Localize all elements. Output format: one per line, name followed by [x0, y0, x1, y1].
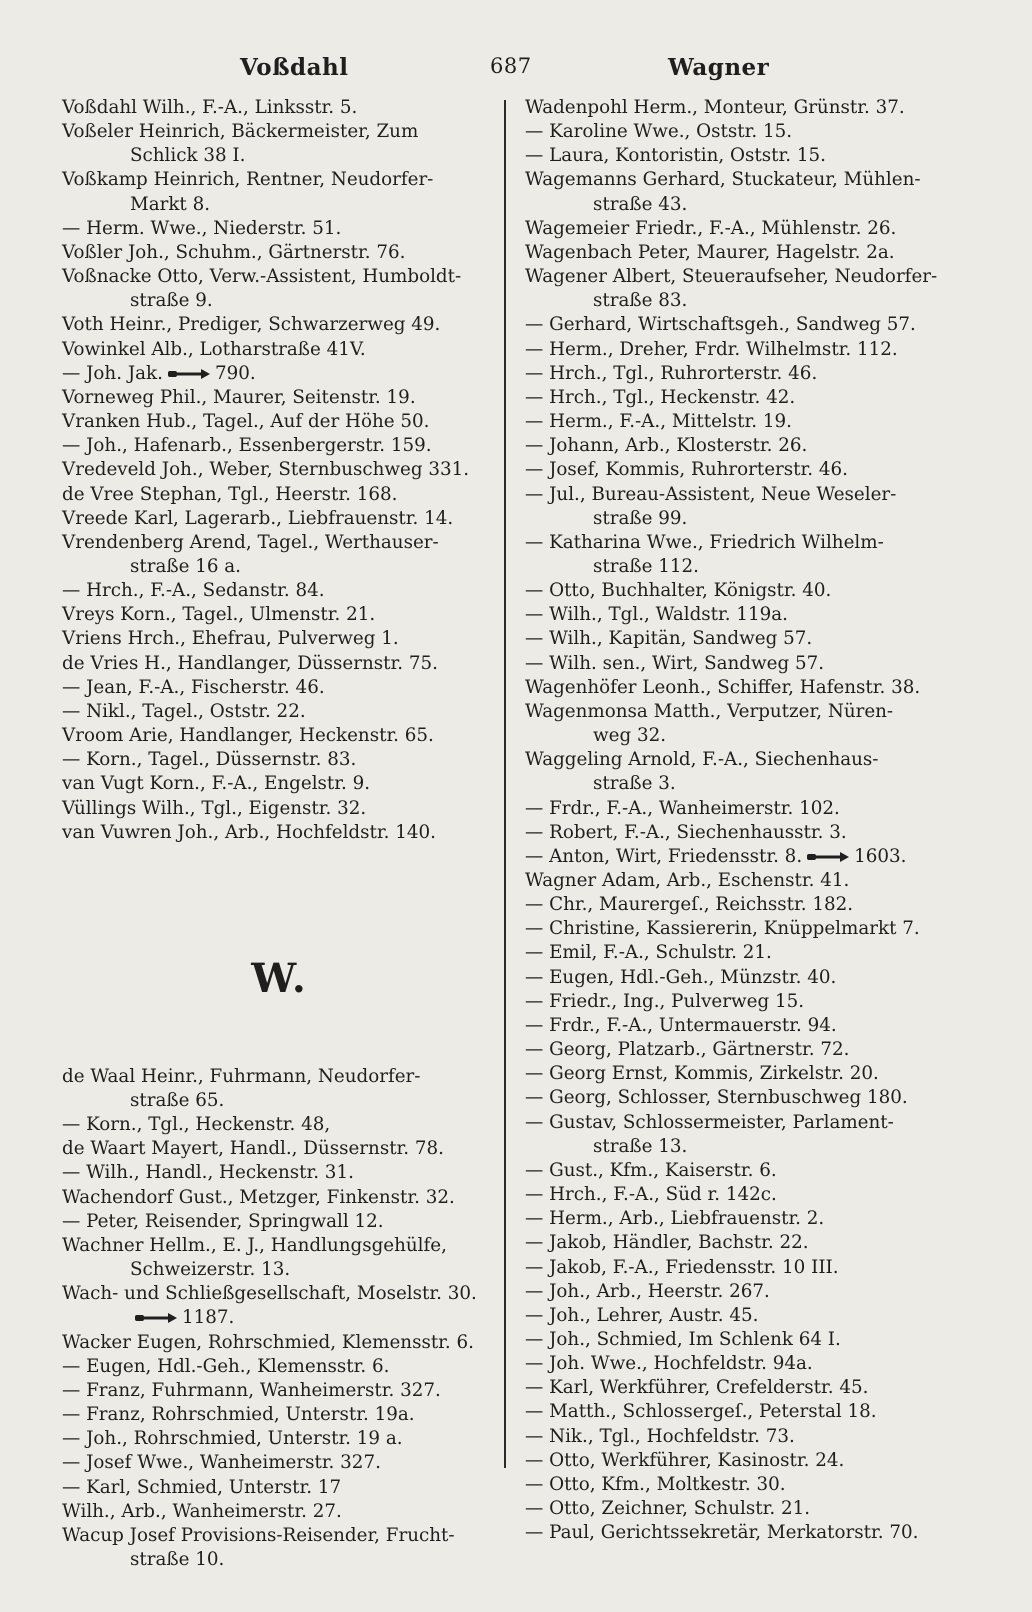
- entry-text: Wagenbach Peter, Maurer, Hagelstr. 2a.: [525, 241, 895, 263]
- entry-text: Voßeler Heinrich, Bäckermeister, Zum: [62, 121, 419, 143]
- directory-entry: [525, 1352, 960, 1376]
- entry-text: van Vuwren Joh., Arb., Hochfeldstr. 140.: [62, 821, 436, 843]
- entry-text: — Robert, F.-A., Siechenhausstr. 3.: [525, 821, 847, 843]
- entry-text: Wagner Adam, Arb., Eschenstr. 41.: [525, 870, 850, 891]
- directory-entry: [62, 1500, 497, 1524]
- entry-continuation: straße 3.: [593, 773, 676, 795]
- directory-entry: [525, 1159, 960, 1183]
- entry-text: — Laura, Kontoristin, Oststr. 15.: [525, 145, 826, 167]
- directory-entry: [62, 1355, 497, 1379]
- phone-number: 790.: [214, 362, 256, 384]
- directory-entry: [525, 893, 960, 917]
- entry-continuation: straße 16 a.: [130, 555, 241, 577]
- entry-phone-line: [62, 1306, 497, 1330]
- entry-continuation: weg 32.: [593, 725, 667, 747]
- entry-text: Vreys Korn., Tagel., Ulmenstr. 21.: [62, 604, 376, 626]
- directory-entry: [62, 241, 497, 265]
- directory-entry: [525, 1207, 960, 1231]
- entry-text: — Nikl., Tagel., Oststr. 22.: [62, 700, 306, 722]
- telephone-icon: [806, 851, 850, 863]
- entry-text: — Friedr., Ing., Pulverweg 15.: [525, 990, 805, 1012]
- directory-entry: [62, 362, 497, 386]
- entry-text: — Frdr., F.-A., Untermauerstr. 94.: [525, 1014, 837, 1036]
- directory-entry: [525, 241, 960, 265]
- directory-entry: [525, 627, 960, 651]
- directory-entry: [62, 1161, 497, 1185]
- directory-entry: [525, 1521, 960, 1545]
- entry-text: — Hrch., F.-A., Sedanstr. 84.: [62, 580, 325, 602]
- directory-entry: [525, 1425, 960, 1449]
- directory-entry: [62, 1137, 497, 1161]
- directory-entry: [62, 652, 497, 676]
- entry-text: — Christine, Kassiererin, Knüppelmarkt 7.: [525, 918, 920, 940]
- entry-text: — Karl, Werkführer, Crefelderstr. 45.: [525, 1377, 869, 1399]
- left-entry-list-w: [62, 1065, 497, 1572]
- entry-text: Voßler Joh., Schuhm., Gärtnerstr. 76.: [62, 241, 406, 263]
- entry-text: — Herm. Wwe., Niederstr. 51.: [62, 217, 342, 239]
- directory-entry: [525, 217, 960, 241]
- telephone-icon: [134, 1312, 178, 1324]
- entry-text: Vreede Karl, Lagerarb., Liebfrauenstr. 14.: [62, 507, 454, 529]
- directory-entry: [62, 603, 497, 627]
- directory-entry: [525, 1256, 960, 1280]
- entry-text: — Johann, Arb., Klosterstr. 26.: [525, 435, 808, 457]
- directory-entry: [62, 338, 497, 362]
- directory-entry: [62, 724, 497, 748]
- entry-text: — Eugen, Hdl.-Geh., Münzstr. 40.: [525, 966, 837, 988]
- entry-text: Vredeveld Joh., Weber, Sternbuschweg 331.: [62, 459, 470, 481]
- directory-entry: [62, 1113, 497, 1137]
- entry-continuation: Markt 8.: [130, 193, 211, 215]
- entry-text: — Korn., Tagel., Düssernstr. 83.: [62, 749, 357, 771]
- entry-text: Wagemanns Gerhard, Stuckateur, Mühlen-: [525, 169, 921, 191]
- directory-entry: [62, 265, 497, 313]
- entry-text: — Wilh., Tgl., Waldstr. 119a.: [525, 604, 788, 626]
- entry-text: — Herm., F.-A., Mittelstr. 19.: [525, 411, 792, 433]
- entry-text: Wacup Josef Provisions-Reisender, Frucht-: [62, 1524, 455, 1546]
- directory-entry: [62, 772, 497, 796]
- directory-entry: [62, 821, 497, 845]
- directory-entry: [62, 1524, 497, 1572]
- entry-text: — Jakob, F.-A., Friedensstr. 10 III.: [525, 1256, 839, 1278]
- right-entry-list: [525, 96, 960, 1545]
- entry-text: — Franz, Fuhrmann, Wanheimerstr. 327.: [62, 1379, 441, 1401]
- left-entry-list: [62, 96, 497, 845]
- directory-entry: [62, 748, 497, 772]
- directory-entry: [62, 483, 497, 507]
- directory-entry: [525, 1497, 960, 1521]
- directory-entry: [525, 168, 960, 216]
- entry-text: — Franz, Rohrschmied, Unterstr. 19a.: [62, 1404, 415, 1426]
- entry-text: Voßkamp Heinrich, Rentner, Neudorfer-: [62, 169, 434, 191]
- entry-text: — Georg Ernst, Kommis, Zirkelstr. 20.: [525, 1063, 879, 1085]
- entry-continuation: straße 9.: [130, 290, 213, 312]
- directory-entry: [62, 410, 497, 434]
- directory-entry: [525, 1231, 960, 1255]
- entry-text: Wagemeier Friedr., F.-A., Mühlenstr. 26.: [525, 217, 897, 239]
- directory-entry: [525, 797, 960, 821]
- entry-text: — Korn., Tgl., Heckenstr. 48,: [62, 1114, 331, 1136]
- entry-continuation: straße 65.: [130, 1090, 225, 1111]
- entry-text: van Vugt Korn., F.-A., Engelstr. 9.: [62, 773, 371, 795]
- entry-continuation: straße 99.: [593, 507, 688, 529]
- directory-entry: [525, 821, 960, 845]
- directory-entry: [62, 1331, 497, 1355]
- entry-text: — Emil, F.-A., Schulstr. 21.: [525, 942, 772, 964]
- directory-entry: [62, 1403, 497, 1427]
- directory-entry: [62, 1186, 497, 1210]
- entry-text: — Georg, Platzarb., Gärtnerstr. 72.: [525, 1039, 850, 1061]
- directory-entry: [62, 168, 497, 216]
- directory-entry: [525, 1304, 960, 1328]
- directory-entry: [525, 603, 960, 627]
- column-divider: [504, 100, 506, 1468]
- entry-text: — Peter, Reisender, Springwall 12.: [62, 1210, 384, 1232]
- entry-text: — Josef, Kommis, Ruhrorterstr. 46.: [525, 459, 848, 481]
- telephone-icon: [167, 368, 211, 380]
- entry-text: Voßdahl Wilh., F.-A., Linksstr. 5.: [62, 97, 358, 118]
- entry-text: de Vree Stephan, Tgl., Heerstr. 168.: [62, 483, 398, 505]
- directory-entry: [62, 531, 497, 579]
- directory-entry: [525, 338, 960, 362]
- entry-text: Vriens Hrch., Ehefrau, Pulverweg 1.: [62, 628, 399, 650]
- directory-entry: [62, 700, 497, 724]
- directory-entry: [525, 1328, 960, 1352]
- directory-entry: [62, 579, 497, 603]
- directory-entry: [62, 507, 497, 531]
- entry-text: — Joh., Lehrer, Austr. 45.: [525, 1304, 759, 1326]
- entry-text: — Joh. Wwe., Hochfeldstr. 94a.: [525, 1353, 813, 1375]
- directory-entry: [62, 217, 497, 241]
- entry-text: — Jean, F.-A., Fischerstr. 46.: [62, 676, 325, 698]
- page-header: [62, 54, 970, 96]
- directory-entry: [62, 313, 497, 337]
- entry-text: — Joh., Hafenarb., Essenbergerstr. 159.: [62, 435, 432, 457]
- directory-entry: [525, 531, 960, 579]
- directory-entry: [62, 1282, 497, 1330]
- directory-entry: [525, 1111, 960, 1159]
- entry-text: — Gerhard, Wirtschaftsgeh., Sandweg 57.: [525, 314, 916, 336]
- directory-entry: [525, 869, 960, 893]
- directory-entry: [525, 458, 960, 482]
- right-column: [525, 96, 960, 1572]
- entry-text: — Paul, Gerichtssekretär, Merkatorstr. 70.: [525, 1522, 919, 1544]
- entry-text: Waggeling Arnold, F.-A., Siechenhaus-: [525, 749, 879, 771]
- entry-text: — Jul., Bureau-Assistent, Neue Weseler-: [525, 483, 897, 505]
- entry-text: — Katharina Wwe., Friedrich Wilhelm-: [525, 531, 884, 553]
- entry-text: Voßnacke Otto, Verw.-Assistent, Humboldt-: [62, 266, 462, 288]
- two-column-listing: [62, 96, 970, 1572]
- directory-entry: [525, 386, 960, 410]
- directory-entry: [62, 1427, 497, 1451]
- directory-entry: [525, 1473, 960, 1497]
- entry-text: — Anton, Wirt, Friedensstr. 8.: [525, 845, 803, 867]
- entry-text: Wadenpohl Herm., Monteur, Grünstr. 37.: [525, 97, 905, 118]
- entry-text: — Chr., Maurergeſ., Reichsstr. 182.: [525, 894, 854, 916]
- header-left-keyword: Voßdahl: [240, 54, 349, 81]
- directory-entry: [525, 362, 960, 386]
- entry-text: — Hrch., Tgl., Ruhrorterstr. 46.: [525, 362, 818, 384]
- directory-entry: [525, 1449, 960, 1473]
- entry-text: Wilh., Arb., Wanheimerstr. 27.: [62, 1500, 342, 1522]
- directory-entry: [525, 434, 960, 458]
- entry-continuation: straße 13.: [593, 1135, 688, 1157]
- directory-entry: [525, 579, 960, 603]
- entry-text: — Wilh. sen., Wirt, Sandweg 57.: [525, 652, 825, 674]
- directory-entry: [525, 676, 960, 700]
- directory-entry: [62, 120, 497, 168]
- entry-text: — Otto, Zeichner, Schulstr. 21.: [525, 1498, 811, 1520]
- entry-text: Wagenmonsa Matth., Verputzer, Nüren-: [525, 700, 894, 722]
- entry-text: de Waart Mayert, Handl., Düssernstr. 78.: [62, 1138, 444, 1160]
- entry-text: — Hrch., Tgl., Heckenstr. 42.: [525, 386, 796, 408]
- entry-text: Wagener Albert, Steueraufseher, Neudorfer-: [525, 266, 938, 288]
- entry-text: Vranken Hub., Tagel., Auf der Höhe 50.: [62, 411, 430, 433]
- entry-text: — Matth., Schlossergeſ., Peterstal 18.: [525, 1401, 877, 1423]
- entry-text: Wachendorf Gust., Metzger, Finkenstr. 32.: [62, 1186, 455, 1208]
- entry-text: Vrendenberg Arend, Tagel., Werthauser-: [62, 531, 439, 553]
- directory-entry: [525, 1062, 960, 1086]
- directory-entry: [525, 700, 960, 748]
- directory-entry: [525, 1038, 960, 1062]
- entry-text: de Vries H., Handlanger, Düssernstr. 75.: [62, 652, 438, 674]
- entry-text: — Josef Wwe., Wanheimerstr. 327.: [62, 1452, 381, 1474]
- entry-text: — Otto, Buchhalter, Königstr. 40.: [525, 580, 832, 602]
- entry-text: Wagenhöfer Leonh., Schiffer, Hafenstr. 38.: [525, 676, 921, 698]
- entry-continuation: straße 10.: [130, 1548, 225, 1570]
- directory-entry: [525, 652, 960, 676]
- entry-text: Wach- und Schließgesellschaft, Moselstr. 30.: [62, 1283, 477, 1305]
- directory-entry: [525, 748, 960, 796]
- directory-entry: [525, 990, 960, 1014]
- entry-text: de Waal Heinr., Fuhrmann, Neudorfer-: [62, 1065, 421, 1087]
- entry-continuation: straße 83.: [593, 290, 688, 312]
- directory-entry: [525, 845, 960, 869]
- directory-entry: [525, 144, 960, 168]
- entry-text: Voth Heinr., Prediger, Schwarzerweg 49.: [62, 314, 441, 336]
- entry-text: — Jakob, Händler, Bachstr. 22.: [525, 1232, 809, 1254]
- entry-continuation: straße 43.: [593, 193, 688, 215]
- entry-text: — Hrch., F.-A., Süd r. 142c.: [525, 1184, 777, 1206]
- directory-entry: [62, 1234, 497, 1282]
- directory-entry: [525, 1014, 960, 1038]
- directory-entry: [62, 434, 497, 458]
- directory-entry: [525, 917, 960, 941]
- entry-text: — Karl, Schmied, Unterstr. 17: [62, 1476, 342, 1498]
- directory-entry: [525, 1280, 960, 1304]
- directory-entry: [525, 1086, 960, 1110]
- directory-entry: [62, 386, 497, 410]
- directory-entry: [62, 797, 497, 821]
- left-column: [62, 96, 497, 1572]
- entry-text: — Georg, Schlosser, Sternbuschweg 180.: [525, 1087, 908, 1109]
- phone-number: 1187.: [182, 1307, 235, 1329]
- directory-entry: [525, 483, 960, 531]
- entry-text: — Wilh., Handl., Heckenstr. 31.: [62, 1162, 354, 1184]
- directory-entry: [525, 966, 960, 990]
- entry-text: — Frdr., F.-A., Wanheimerstr. 102.: [525, 797, 840, 819]
- page-number: 687: [490, 54, 532, 78]
- entry-continuation: Schweizerstr. 13.: [130, 1259, 291, 1281]
- entry-text: — Otto, Kfm., Moltkestr. 30.: [525, 1473, 786, 1495]
- directory-entry: [62, 458, 497, 482]
- directory-entry: [525, 96, 960, 120]
- directory-entry: [525, 1400, 960, 1424]
- directory-entry: [525, 120, 960, 144]
- directory-entry: [62, 96, 497, 120]
- entry-text: Vüllings Wilh., Tgl., Eigenstr. 32.: [62, 797, 367, 819]
- directory-entry: [525, 1376, 960, 1400]
- entry-text: Wacker Eugen, Rohrschmied, Klemensstr. 6.: [62, 1331, 474, 1353]
- entry-continuation: straße 112.: [593, 555, 699, 577]
- directory-entry: [62, 676, 497, 700]
- entry-text: — Herm., Arb., Liebfrauenstr. 2.: [525, 1208, 825, 1230]
- entry-text: — Eugen, Hdl.-Geh., Klemensstr. 6.: [62, 1355, 390, 1377]
- entry-text: — Wilh., Kapitän, Sandweg 57.: [525, 628, 813, 650]
- directory-entry: [62, 1210, 497, 1234]
- phone-number: 1603.: [854, 845, 907, 867]
- directory-entry: [62, 1065, 497, 1113]
- directory-entry: [525, 941, 960, 965]
- entry-text: — Otto, Werkführer, Kasinostr. 24.: [525, 1449, 845, 1471]
- entry-continuation: Schlick 38 I.: [130, 145, 246, 167]
- entry-text: — Joh. Jak.: [62, 362, 163, 384]
- entry-text: Wachner Hellm., E. J., Handlungsgehülfe,: [62, 1234, 447, 1256]
- entry-text: Vowinkel Alb., Lotharstraße 41V.: [62, 338, 366, 360]
- entry-text: — Joh., Rohrschmied, Unterstr. 19 a.: [62, 1428, 403, 1450]
- directory-entry: [62, 1476, 497, 1500]
- entry-text: — Joh., Arb., Heerstr. 267.: [525, 1280, 770, 1302]
- directory-entry: [525, 265, 960, 313]
- entry-text: — Karoline Wwe., Oststr. 15.: [525, 121, 793, 143]
- entry-text: Vroom Arie, Handlanger, Heckenstr. 65.: [62, 725, 434, 747]
- entry-text: Vorneweg Phil., Maurer, Seitenstr. 19.: [62, 386, 416, 408]
- entry-text: — Joh., Schmied, Im Schlenk 64 I.: [525, 1328, 841, 1350]
- directory-entry: [525, 313, 960, 337]
- section-letter-w: W.: [251, 954, 308, 1002]
- directory-entry: [62, 1379, 497, 1403]
- entry-text: — Herm., Dreher, Frdr. Wilhelmstr. 112.: [525, 338, 898, 360]
- entry-text: — Gust., Kfm., Kaiserstr. 6.: [525, 1159, 777, 1181]
- directory-entry: [62, 627, 497, 651]
- directory-entry: [525, 410, 960, 434]
- directory-entry: [525, 1183, 960, 1207]
- header-right-keyword: Wagner: [668, 54, 770, 81]
- entry-text: — Gustav, Schlossermeister, Parlament-: [525, 1111, 894, 1133]
- directory-entry: [62, 1451, 497, 1475]
- entry-text: — Nik., Tgl., Hochfeldstr. 73.: [525, 1425, 795, 1447]
